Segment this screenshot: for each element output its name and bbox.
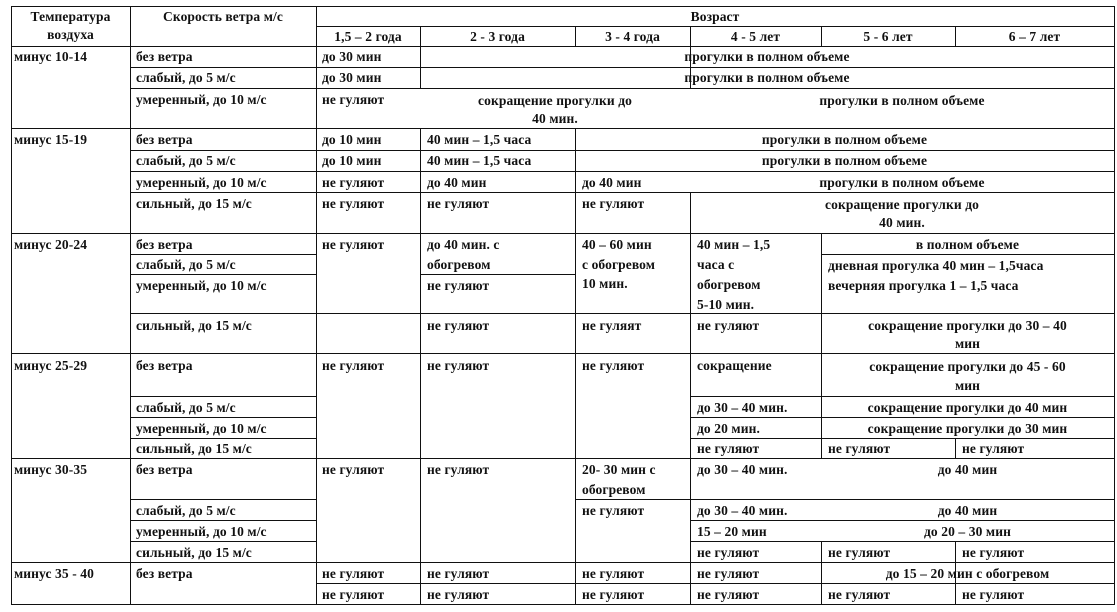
row-line — [130, 192, 1114, 193]
row-line — [11, 128, 1114, 129]
temperature-label: минус 30-35 — [14, 462, 88, 477]
header-wind-speed: Скорость ветра м/с — [163, 9, 283, 24]
table-cell: мин — [954, 336, 981, 351]
table-cell: не гуляют — [828, 545, 891, 560]
col-line — [575, 171, 576, 605]
table-cell: не гуляют — [322, 175, 385, 190]
row-line — [11, 353, 1114, 354]
temperature-label: минус 35 - 40 — [14, 566, 94, 581]
table-cell: не гуляют — [427, 462, 490, 477]
table-cell: не гуляют — [697, 318, 760, 333]
row-line — [130, 88, 1114, 89]
row-line — [11, 458, 1114, 459]
col-line — [420, 128, 421, 605]
table-cell: не гуляют — [962, 545, 1025, 560]
table-cell: не гуляют — [582, 566, 645, 581]
row-line — [130, 541, 316, 542]
row-line — [130, 396, 316, 397]
row-line — [130, 520, 316, 521]
table-cell: не гуляют — [828, 587, 891, 602]
table-cell: сокращение прогулки до — [825, 197, 979, 212]
table-cell: не гуляют — [427, 318, 490, 333]
table-cell: сокращение прогулки до 30 мин — [867, 421, 1068, 436]
row-line — [690, 541, 1114, 542]
table-cell: до 30 мин — [322, 70, 382, 85]
row-line — [11, 562, 1114, 563]
table-cell: сокращение прогулки до 30 – 40 — [868, 318, 1067, 333]
table-cell: 20- 30 мин с — [582, 462, 656, 477]
table-cell: сокращение прогулки до 45 - 60 — [869, 359, 1066, 374]
header-age-col: 2 - 3 года — [470, 29, 525, 44]
wind-label: без ветра — [136, 462, 193, 477]
table-cell: дневная прогулка 40 мин – 1,5часа — [828, 258, 1044, 273]
table-cell: 5-10 мин. — [697, 297, 755, 312]
row-line — [821, 254, 1114, 255]
table-cell: не гуляят — [582, 318, 642, 333]
table-cell: 40 – 60 мин — [582, 237, 652, 252]
col-line — [955, 438, 956, 459]
table-border-right — [1114, 6, 1115, 605]
table-cell: прогулки в полном объеме — [761, 132, 928, 147]
table-cell: не гуляют — [582, 196, 645, 211]
table-cell: прогулки в полном объеме — [684, 70, 850, 85]
table-cell: не гуляют — [828, 441, 891, 456]
table-cell: с обогревом — [582, 257, 656, 272]
header-age-col: 6 – 7 лет — [1008, 29, 1061, 44]
table-cell: до 40 мин — [937, 462, 998, 477]
wind-label: без ветра — [136, 237, 193, 252]
row-line — [316, 583, 1114, 584]
row-line — [690, 520, 1114, 521]
row-line — [130, 171, 1114, 172]
row-line — [575, 499, 1114, 500]
table-border-left — [11, 6, 12, 605]
wind-label: сильный, до 15 м/с — [136, 196, 252, 211]
wind-label: без ветра — [136, 49, 193, 64]
header-temperature: Температура — [30, 9, 111, 24]
temperature-label: минус 20-24 — [14, 237, 88, 252]
wind-label: сильный, до 15 м/с — [136, 545, 252, 560]
col-line — [690, 233, 691, 605]
table-cell: не гуляют — [962, 587, 1025, 602]
wind-label: слабый, до 5 м/с — [136, 257, 236, 272]
wind-label: умеренный, до 10 м/с — [136, 524, 267, 539]
temperature-label: минус 25-29 — [14, 358, 88, 373]
table-cell: не гуляют — [427, 278, 490, 293]
table-cell: до 30 – 40 мин. — [697, 462, 788, 477]
table-cell: до 30 мин — [322, 49, 382, 64]
table-cell: не гуляют — [697, 545, 760, 560]
table-cell: до 30 – 40 мин. — [697, 503, 788, 518]
table-cell: сокращение — [697, 358, 772, 373]
wind-label: слабый, до 5 м/с — [136, 400, 236, 415]
header-age-col: 5 - 6 лет — [863, 29, 913, 44]
row-line — [130, 417, 316, 418]
wind-label: умеренный, до 10 м/с — [136, 175, 267, 190]
row-line — [130, 499, 316, 500]
table-cell: 40 мин – 1,5 часа — [427, 132, 532, 147]
wind-label: слабый, до 5 м/с — [136, 153, 236, 168]
table-cell: не гуляют — [582, 503, 645, 518]
temperature-label: минус 15-19 — [14, 132, 88, 147]
table-cell: до 15 – 20 мин с обогревом — [885, 566, 1050, 581]
table-cell: не гуляют — [697, 587, 760, 602]
header-temperature: воздуха — [47, 27, 94, 42]
table-cell: не гуляют — [697, 566, 760, 581]
table-border-bottom — [11, 604, 1114, 605]
table-cell: прогулки в полном объеме — [761, 153, 928, 168]
table-cell: не гуляют — [427, 566, 490, 581]
table-cell: часа с — [697, 257, 735, 272]
table-cell: 40 мин – 1,5 — [697, 237, 771, 252]
table-cell: 40 мин. — [879, 215, 925, 230]
table-cell: прогулки в полном объеме — [819, 175, 985, 190]
header-age: Возраст — [690, 9, 740, 24]
row-line — [130, 313, 1114, 314]
table-cell: не гуляют — [322, 462, 385, 477]
table-cell: не гуляют — [962, 441, 1025, 456]
table-cell: до 40 мин — [427, 175, 487, 190]
table-cell: мин — [954, 378, 981, 393]
row-line — [690, 396, 1114, 397]
table-cell: до 10 мин — [322, 132, 382, 147]
table-cell: до 20 – 30 мин — [924, 524, 1011, 539]
table-cell: 40 мин. — [532, 111, 578, 126]
table-cell: не гуляют — [322, 587, 385, 602]
table-cell: сокращение прогулки до — [478, 93, 632, 108]
table-cell: обогревом — [582, 482, 646, 497]
col-line — [316, 6, 317, 605]
table-cell: до 40 мин — [582, 175, 642, 190]
wind-label: слабый, до 5 м/с — [136, 70, 236, 85]
table-cell: не гуляют — [322, 237, 385, 252]
table-cell: 15 – 20 мин — [697, 524, 767, 539]
table-cell: до 10 мин — [322, 153, 382, 168]
table-cell: не гуляют — [322, 358, 385, 373]
table-cell: не гуляют — [427, 358, 490, 373]
table-cell: 10 мин. — [582, 276, 628, 291]
table-cell: не гуляют — [427, 587, 490, 602]
table-cell: до 30 – 40 мин. — [697, 400, 788, 415]
table-cell: не гуляют — [322, 92, 385, 107]
table-cell: 40 мин – 1,5 часа — [427, 153, 532, 168]
wind-label: без ветра — [136, 358, 193, 373]
row-line — [11, 233, 1114, 234]
table-cell: до 20 мин. — [697, 421, 760, 436]
row-line — [130, 274, 316, 275]
table-cell: прогулки в полном объеме — [684, 49, 850, 64]
table-cell: не гуляют — [322, 196, 385, 211]
row-line — [690, 417, 1114, 418]
table-cell: не гуляют — [582, 358, 645, 373]
table-cell: не гуляют — [582, 587, 645, 602]
wind-label: без ветра — [136, 566, 193, 581]
table-cell: не гуляют — [322, 566, 385, 581]
col-line — [130, 6, 131, 605]
wind-label: сильный, до 15 м/с — [136, 441, 252, 456]
table-cell: до 40 мин — [937, 503, 998, 518]
table-cell: обогревом — [427, 257, 491, 272]
wind-label: слабый, до 5 м/с — [136, 503, 236, 518]
wind-label: умеренный, до 10 м/с — [136, 92, 267, 107]
table-cell: прогулки в полном объеме — [819, 93, 985, 108]
wind-label: умеренный, до 10 м/с — [136, 278, 267, 293]
temperature-label: минус 10-14 — [14, 49, 88, 64]
row-line — [420, 274, 575, 275]
table-cell: обогревом — [697, 277, 761, 292]
wind-label: сильный, до 15 м/с — [136, 318, 252, 333]
table-cell: в полном объеме — [915, 237, 1020, 252]
header-age-col: 4 - 5 лет — [730, 29, 781, 44]
table-cell: не гуляют — [427, 196, 490, 211]
table-cell: сокращение прогулки до 40 мин — [867, 400, 1068, 415]
header-age-col: 1,5 – 2 года — [334, 29, 402, 44]
wind-label: без ветра — [136, 132, 193, 147]
table-cell: вечерняя прогулка 1 – 1,5 часа — [828, 278, 1019, 293]
table-cell: не гуляют — [697, 441, 760, 456]
header-age-col: 3 - 4 года — [605, 29, 660, 44]
wind-label: умеренный, до 10 м/с — [136, 421, 267, 436]
table-cell: до 40 мин. с — [427, 237, 500, 252]
